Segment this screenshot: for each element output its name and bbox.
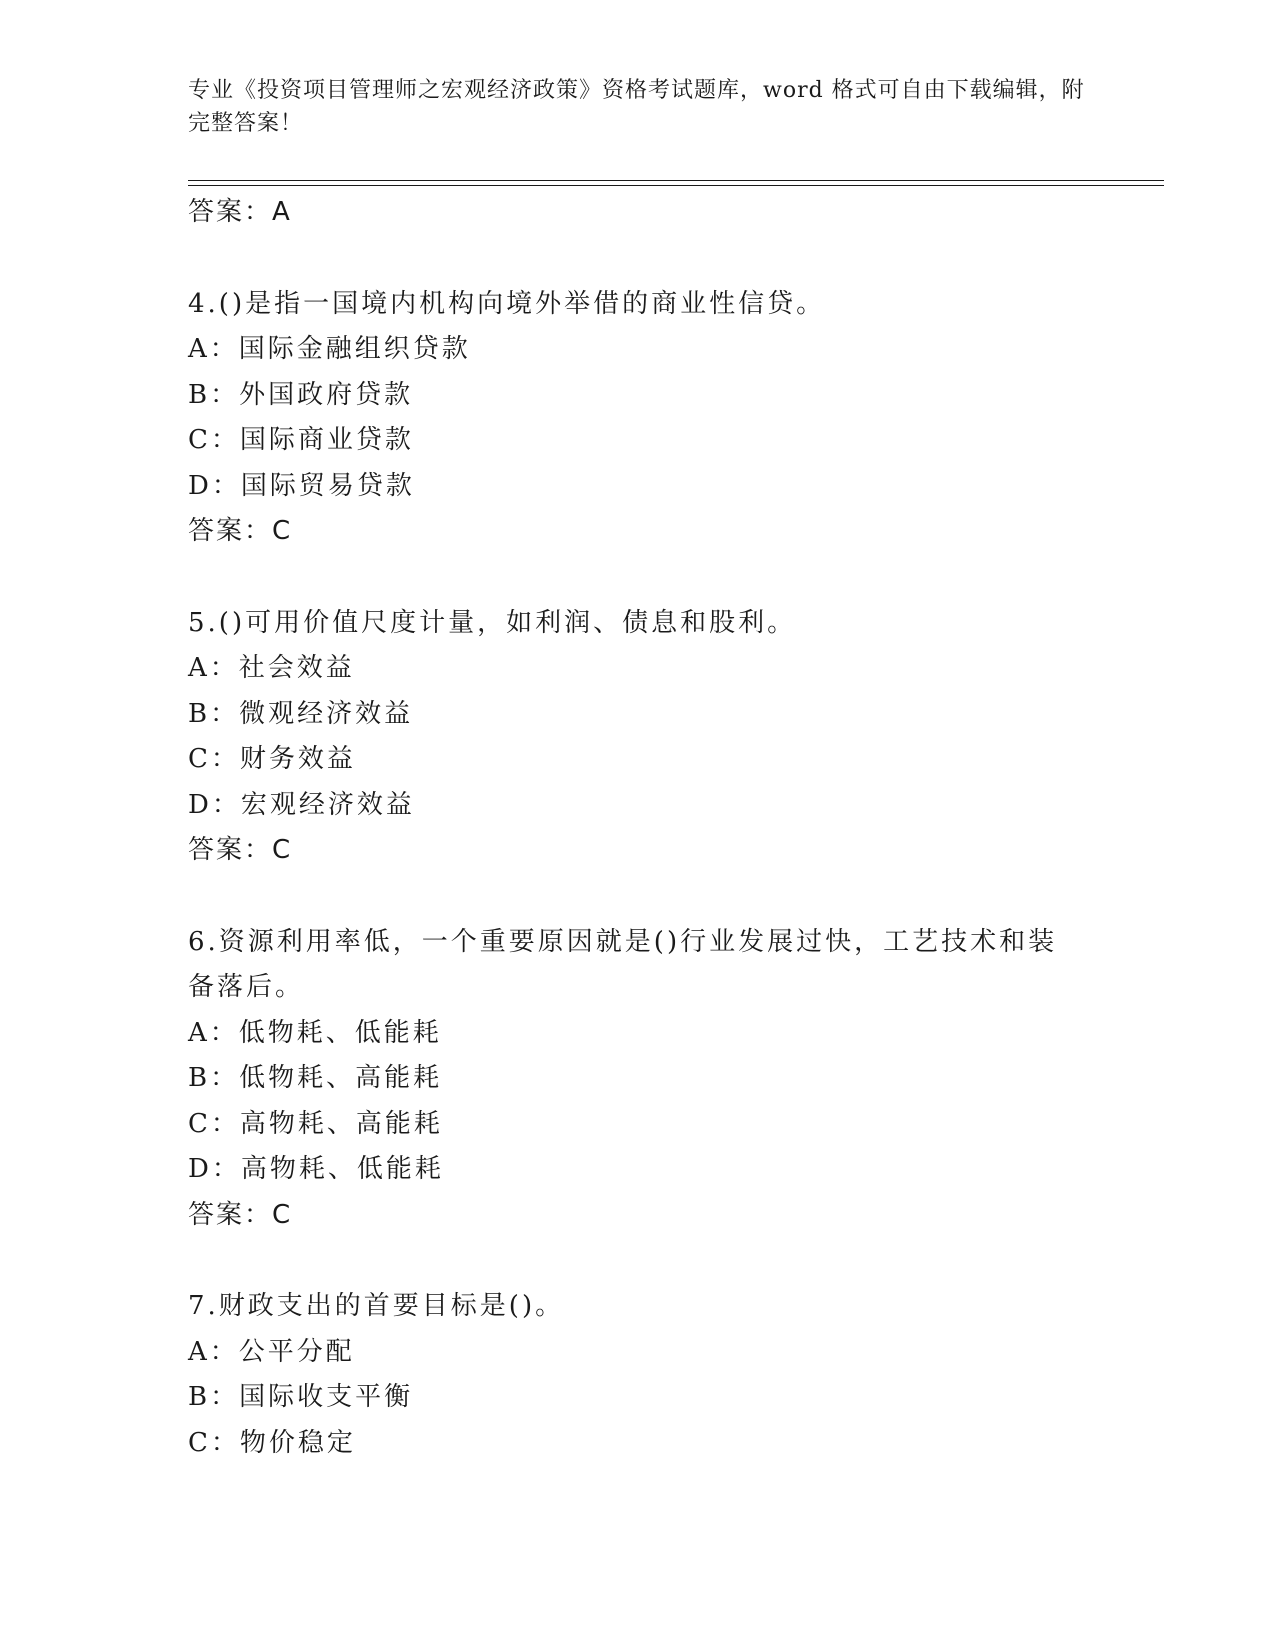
header-rule-top bbox=[188, 180, 1164, 181]
option-c: C：物价稳定 bbox=[188, 1427, 356, 1458]
question-list bbox=[188, 190, 1088, 1466]
answer-line: 答案：C bbox=[188, 516, 293, 546]
option-c: C：财务效益 bbox=[188, 744, 356, 774]
question-stem: 5.()可用价值尺度计量，如利润、债息和股利。 bbox=[188, 607, 797, 638]
option-c: C：高物耗、高能耗 bbox=[188, 1108, 443, 1139]
header-rule-bottom bbox=[188, 185, 1164, 186]
option-b: B：微观经济效益 bbox=[188, 698, 414, 729]
option-b: B：国际收支平衡 bbox=[188, 1382, 414, 1412]
option-d: D：高物耗、低能耗 bbox=[188, 1154, 444, 1184]
question-stem-continued: 备落后。 bbox=[188, 972, 305, 1002]
option-a: A：公平分配 bbox=[188, 1336, 355, 1367]
option-c: C：国际商业贷款 bbox=[188, 425, 414, 455]
option-a: A：国际金融组织贷款 bbox=[188, 334, 471, 364]
option-d: D：宏观经济效益 bbox=[188, 789, 415, 820]
option-a: A：低物耗、低能耗 bbox=[188, 1017, 442, 1048]
option-d: D：国际贸易贷款 bbox=[188, 470, 415, 501]
question-stem: 6.资源利用率低，一个重要原因就是()行业发展过快，工艺技术和装 bbox=[188, 926, 1058, 957]
answer-line: 答案：C bbox=[188, 835, 293, 865]
answer-line: 答案：A bbox=[188, 197, 292, 227]
option-b: B：外国政府贷款 bbox=[188, 379, 414, 410]
answer-line: 答案：C bbox=[188, 1199, 293, 1230]
question-stem: 7.财政支出的首要目标是()。 bbox=[188, 1291, 565, 1321]
option-a: A：社会效益 bbox=[188, 653, 355, 683]
option-b: B：低物耗、高能耗 bbox=[188, 1063, 443, 1093]
document-header: 专业《投资项目管理师之宏观经济政策》资格考试题库，word 格式可自由下载编辑，附完整答案！ bbox=[188, 78, 1085, 136]
question-stem: 4.()是指一国境内机构向境外举借的商业性信贷。 bbox=[188, 288, 826, 319]
